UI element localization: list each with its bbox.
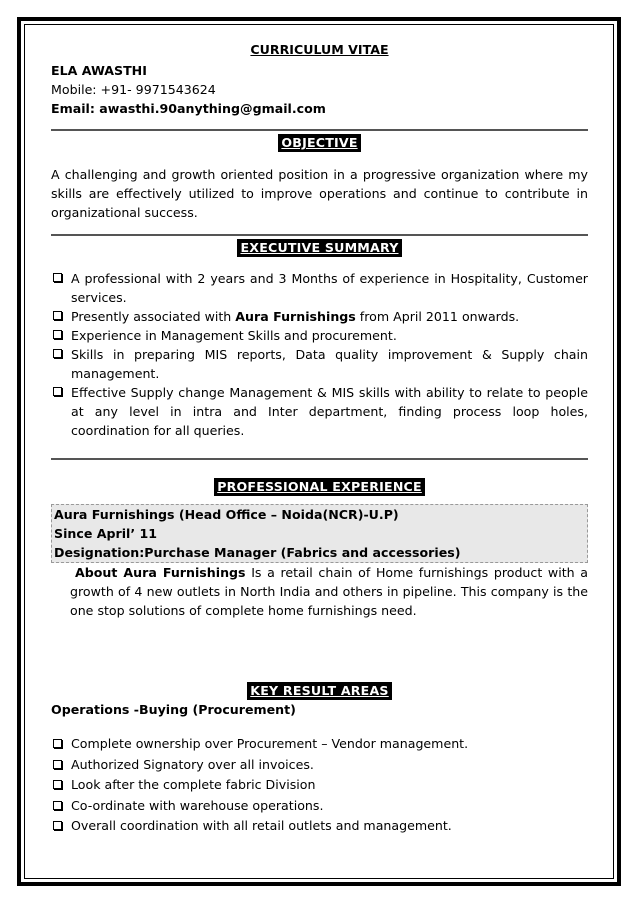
designation: Designation:Purchase Manager (Fabrics and accessories) — [54, 545, 461, 560]
list-item: Look after the complete fabric Division — [51, 775, 588, 796]
checkbox-bullet-icon — [53, 273, 62, 282]
list-item: A professional with 2 years and 3 Months of experience in Hospitality, Customer services. — [51, 269, 588, 307]
summary-heading: EXECUTIVE SUMMARY — [237, 239, 401, 257]
list-item: Overall coordination with all retail outlets and management. — [51, 816, 588, 837]
objective-heading-row — [51, 133, 588, 152]
checkbox-bullet-icon — [53, 760, 62, 769]
experience-heading: PROFESSIONAL EXPERIENCE — [214, 478, 425, 496]
employer-name: Aura Furnishings (Head Office – Noida(NCR)-U.P) — [54, 507, 399, 522]
mobile-number: Mobile: +91- 9971543624 — [51, 82, 216, 97]
employment-start: Since April’ 11 — [54, 526, 158, 541]
kra-subheading: Operations -Buying (Procurement) — [51, 702, 296, 717]
cv-title: CURRICULUM VITAE — [250, 42, 389, 57]
cv-title-row — [51, 40, 588, 59]
checkbox-bullet-icon — [53, 739, 62, 748]
list-item: Authorized Signatory over all invoices. — [51, 755, 588, 776]
kra-list — [51, 734, 588, 837]
objective-heading: OBJECTIVE — [278, 134, 360, 152]
list-item: Complete ownership over Procurement – Vendor management. — [51, 734, 588, 755]
company-description: About Aura Furnishings Is a retail chain of Home furnishings product with a growth of 4 new outlets in North India and others in pipeline. This company is the one stop solutions of complete home furnishings need. — [70, 565, 588, 618]
employer-block — [51, 504, 588, 563]
objective-text: A challenging and growth oriented position in a progressive organization where my skills are effectively utilized to improve operations and continue to contribute in organizational success. — [51, 167, 588, 220]
kra-heading-row — [51, 681, 588, 700]
checkbox-bullet-icon — [53, 387, 62, 396]
checkbox-bullet-icon — [53, 780, 62, 789]
kra-heading: KEY RESULT AREAS — [247, 682, 391, 700]
checkbox-bullet-icon — [53, 330, 62, 339]
candidate-name: ELA AWASTHI — [51, 63, 147, 78]
divider — [51, 129, 588, 131]
list-item: Presently associated with Aura Furnishings from April 2011 onwards. — [51, 307, 588, 326]
list-item: Effective Supply change Management & MIS skills with ability to relate to people at any level in intra and Inter department, finding process loop holes, coordination for all queries. — [51, 383, 588, 440]
list-item: Co-ordinate with warehouse operations. — [51, 796, 588, 817]
experience-heading-row — [51, 477, 588, 496]
divider — [51, 458, 588, 460]
email-address: Email: awasthi.90anything@gmail.com — [51, 101, 326, 116]
checkbox-bullet-icon — [53, 311, 62, 320]
divider — [51, 234, 588, 236]
summary-list — [51, 269, 588, 440]
resume-document — [51, 36, 588, 837]
checkbox-bullet-icon — [53, 349, 62, 358]
list-item: Experience in Management Skills and procurement. — [51, 326, 588, 345]
list-item: Skills in preparing MIS reports, Data quality improvement & Supply chain management. — [51, 345, 588, 383]
checkbox-bullet-icon — [53, 801, 62, 810]
summary-heading-row — [51, 238, 588, 257]
checkbox-bullet-icon — [53, 821, 62, 830]
